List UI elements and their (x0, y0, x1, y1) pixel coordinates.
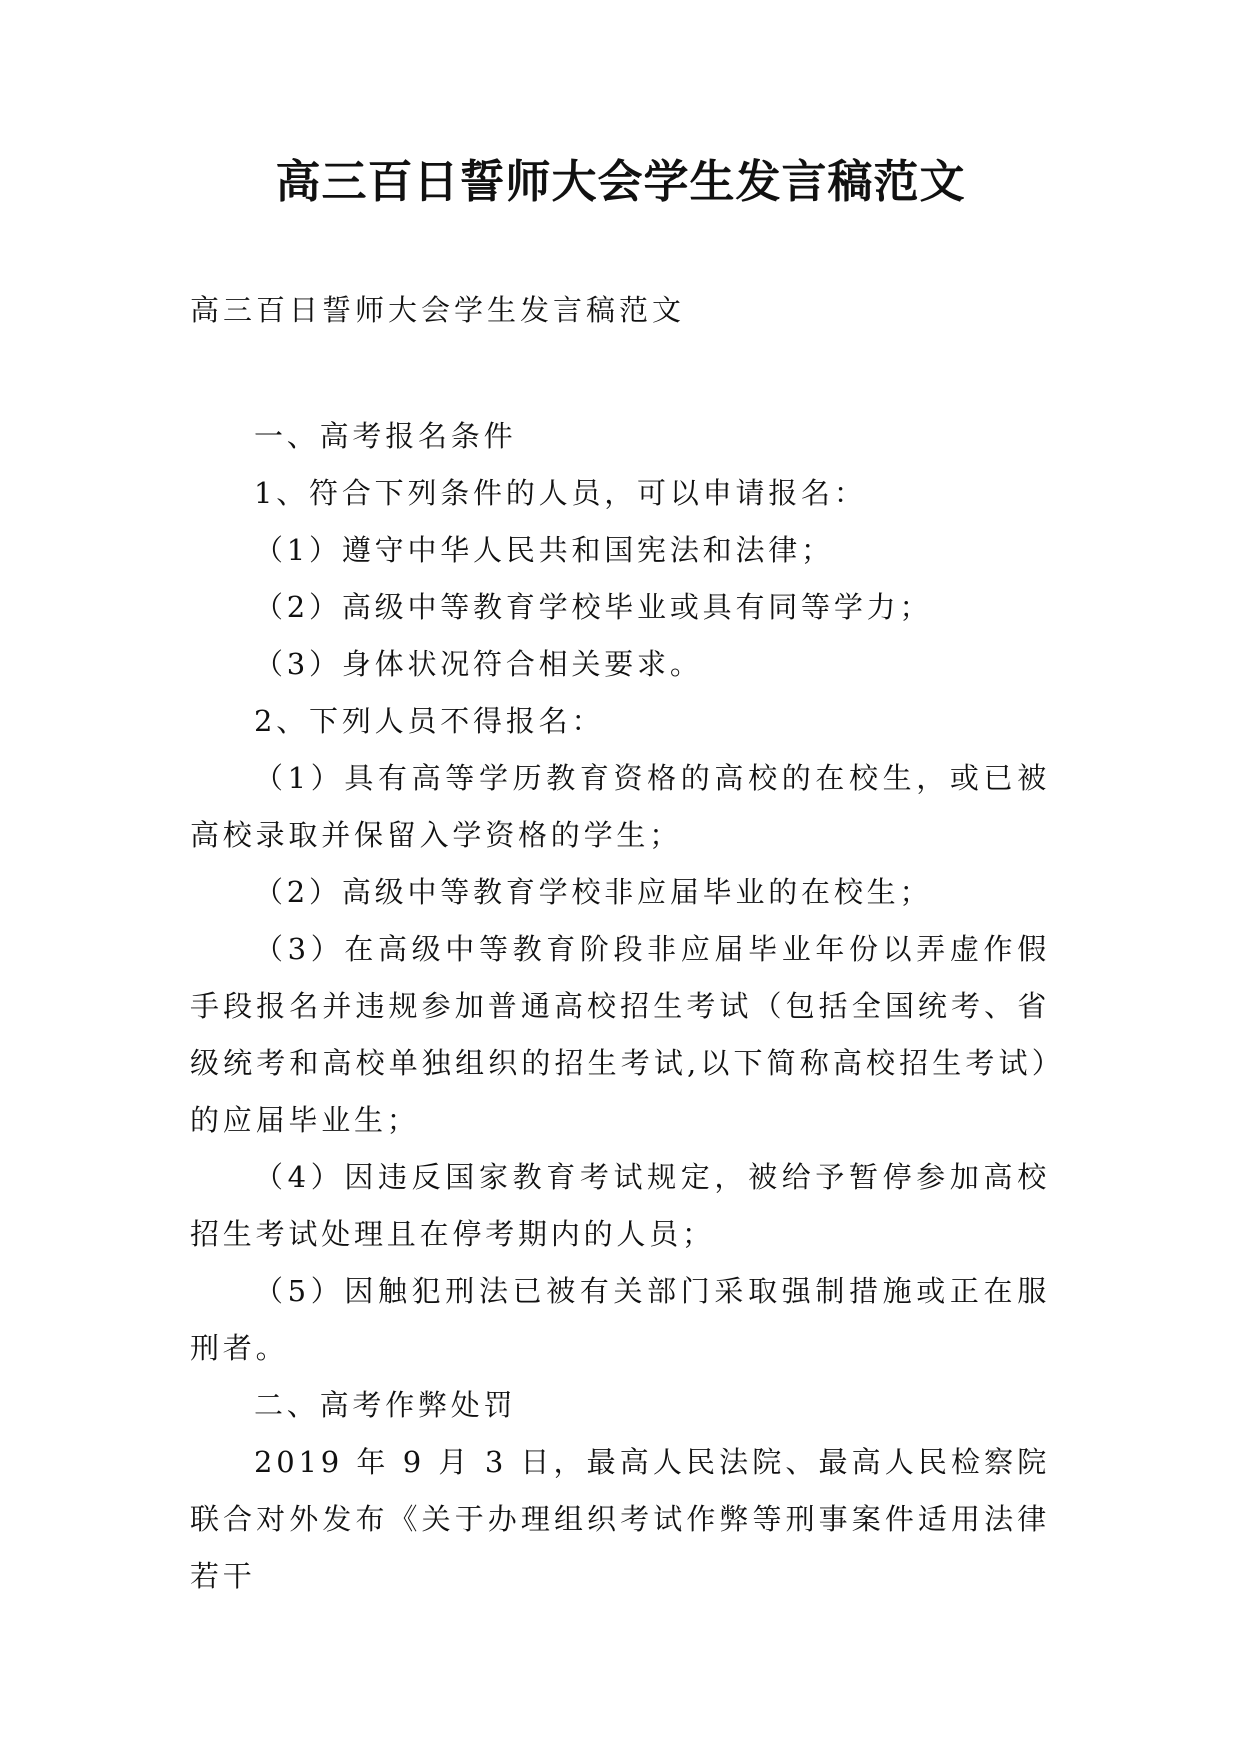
paragraph: （3）在高级中等教育阶段非应届毕业年份以弄虚作假手段报名并违规参加普通高校招生考试（包括全国统考、省级统考和高校单独组织的招生考试,以下简称高校招生考试）的应届毕业生； (190, 932, 1050, 1137)
document-title: 高三百日誓师大会学生发言稿范文 (275, 155, 966, 208)
section-heading-cheating-penalty: 二、高考作弊处罚 (254, 1388, 517, 1422)
paragraph: （4）因违反国家教育考试规定，被给予暂停参加高校招生考试处理且在停考期内的人员； (190, 1160, 1050, 1251)
paragraph: （1）遵守中华人民共和国宪法和法律； (254, 533, 834, 567)
paragraph: （2）高级中等教育学校非应届毕业的在校生； (254, 875, 933, 909)
document-subtitle: 高三百日誓师大会学生发言稿范文 (190, 293, 686, 327)
document-body (190, 408, 1050, 1605)
paragraph: 1、符合下列条件的人员，可以申请报名： (254, 476, 867, 510)
paragraph: （1）具有高等学历教育资格的高校的在校生，或已被高校录取并保留入学资格的学生； (190, 761, 1050, 852)
section-heading-registration: 一、高考报名条件 (254, 419, 517, 453)
paragraph: 2019 年 9 月 3 日，最高人民法院、最高人民检察院联合对外发布《关于办理组织考试作弊等刑事案件适用法律若干 (190, 1445, 1050, 1593)
paragraph: （5）因触犯刑法已被有关部门采取强制措施或正在服刑者。 (190, 1274, 1050, 1365)
paragraph: （2）高级中等教育学校毕业或具有同等学力； (254, 590, 933, 624)
paragraph: （3）身体状况符合相关要求。 (254, 647, 703, 681)
paragraph: 2、下列人员不得报名： (254, 704, 605, 738)
